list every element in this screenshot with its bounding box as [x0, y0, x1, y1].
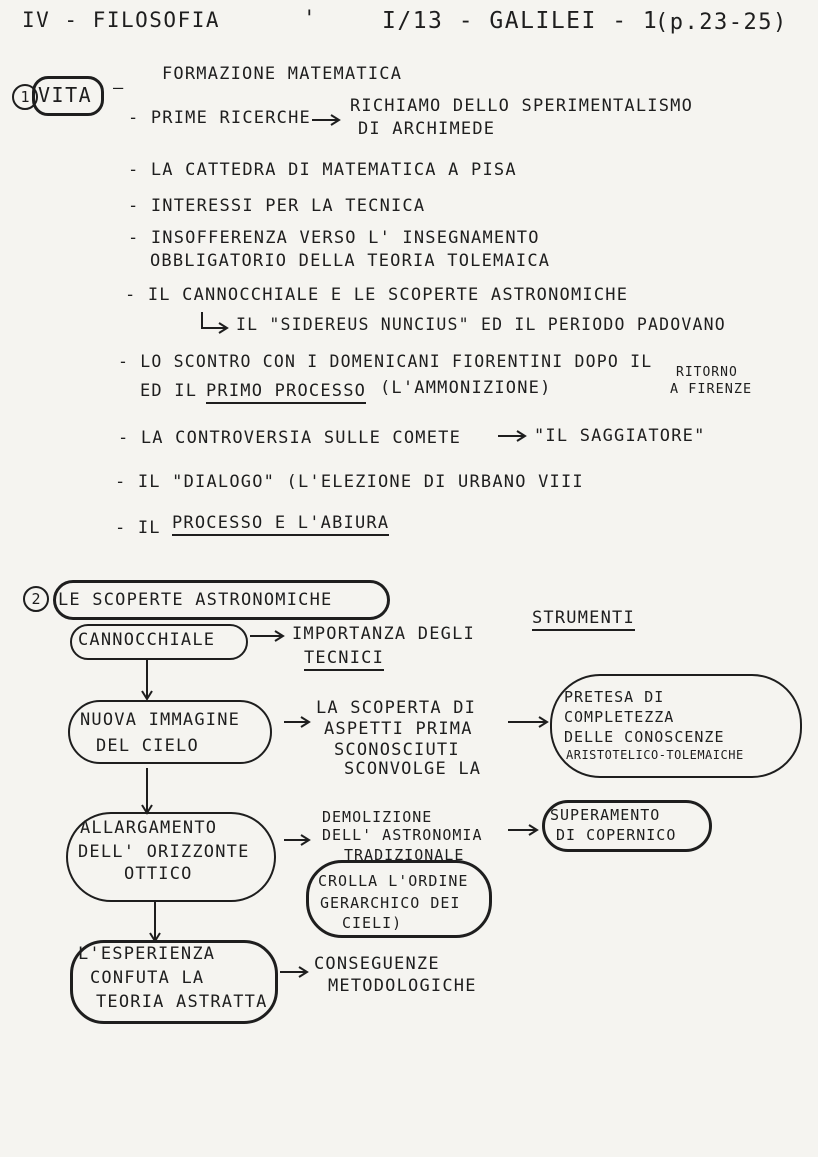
node-superam-2: DI COPERNICO [556, 826, 677, 844]
item-il: - IL [115, 518, 161, 538]
down-arrow-icon [148, 902, 162, 944]
node-crolla-1: CROLLA L'ORDINE [318, 872, 469, 890]
item-a-firenze: A FIRENZE [670, 381, 753, 397]
right-arrow-icon [250, 630, 286, 642]
item-richiamo: RICHIAMO DELLO SPERIMENTALISMO [350, 96, 694, 116]
node-pretesa-4: ARISTOTELICO-TOLEMAICHE [566, 748, 744, 762]
node-demol-1: DEMOLIZIONE [322, 808, 433, 826]
item-controversia: - LA CONTROVERSIA SULLE COMETE [118, 428, 462, 448]
title-dash: — [113, 78, 125, 98]
node-conseg-2: METODOLOGICHE [328, 976, 477, 996]
item-prime-ricerche: - PRIME RICERCHE [128, 108, 311, 128]
item-ed-il: ED IL [140, 381, 198, 401]
page-range: (p.23-25) [655, 10, 788, 35]
item-cattedra: - LA CATTEDRA DI MATEMATICA A PISA [128, 160, 517, 180]
node-crolla-3: CIELI) [342, 914, 403, 932]
section-title-scoperte: LE SCOPERTE ASTRONOMICHE [58, 590, 333, 610]
node-scoperta-2: ASPETTI PRIMA [324, 719, 473, 739]
node-esper-1: L'ESPERIENZA [78, 944, 216, 964]
node-demol-3: TRADIZIONALE [344, 846, 465, 864]
node-allarg-1: ALLARGAMENTO [80, 818, 218, 838]
down-arrow-icon [140, 768, 154, 816]
hook-arrow-icon [200, 312, 230, 334]
right-arrow-icon [284, 834, 312, 846]
down-arrow-icon [140, 660, 154, 702]
node-nuova-1: NUOVA IMMAGINE [80, 710, 241, 730]
right-arrow-icon [498, 430, 528, 442]
item-ritorno: RITORNO [676, 365, 738, 380]
item-dialogo: - IL "DIALOGO" (L'ELEZIONE DI URBANO VIII [115, 472, 584, 492]
node-pretesa-1: PRETESA DI [564, 688, 665, 706]
item-interessi: - INTERESSI PER LA TECNICA [128, 196, 426, 216]
item-primo-processo: PRIMO PROCESSO [206, 381, 366, 404]
item-saggiatore: "IL SAGGIATORE" [534, 426, 706, 446]
node-esper-2: CONFUTA LA [90, 968, 205, 988]
node-pretesa-3: DELLE CONOSCENZE [564, 728, 725, 746]
lesson-code: I/13 - GALILEI - 1 [382, 8, 659, 34]
node-tecnici: TECNICI [304, 648, 384, 671]
node-superam-1: SUPERAMENTO [550, 806, 661, 824]
subject-heading: IV - FILOSOFIA [22, 8, 221, 32]
node-allarg-2: DELL' ORIZZONTE [78, 842, 250, 862]
node-allarg-3: OTTICO [124, 864, 193, 884]
node-scoperta-4: SCONVOLGE LA [344, 759, 482, 779]
node-scoperta-3: SCONOSCIUTI [334, 740, 460, 760]
right-arrow-icon [284, 716, 312, 728]
item-archimede: DI ARCHIMEDE [358, 119, 496, 139]
item-obbligatorio: OBBLIGATORIO DELLA TEORIA TOLEMAICA [150, 251, 551, 271]
node-importanza: IMPORTANZA DEGLI [292, 624, 475, 644]
node-nuova-2: DEL CIELO [96, 736, 199, 756]
node-conseg-1: CONSEGUENZE [314, 954, 440, 974]
right-arrow-icon [312, 114, 342, 126]
header-dot: ' [303, 6, 318, 30]
node-cannocchiale: CANNOCCHIALE [78, 630, 216, 650]
node-strumenti: STRUMENTI [532, 608, 635, 631]
right-arrow-icon [280, 966, 310, 978]
node-crolla-2: GERARCHICO DEI [320, 894, 461, 912]
node-pretesa-2: COMPLETEZZA [564, 708, 675, 726]
node-demol-2: DELL' ASTRONOMIA [322, 826, 483, 844]
item-cannocchiale: - IL CANNOCCHIALE E LE SCOPERTE ASTRONOMICHE [125, 285, 629, 305]
node-esper-3: TEORIA ASTRATTA [96, 992, 268, 1012]
right-arrow-icon [508, 824, 540, 836]
item-formazione: FORMAZIONE MATEMATICA [162, 64, 403, 84]
item-processo-abiura: PROCESSO E L'ABIURA [172, 513, 389, 536]
item-ammonizione: (L'AMMONIZIONE) [380, 378, 552, 398]
section-title-vita: VITA [38, 83, 93, 107]
section-number-2: 2 [23, 586, 49, 612]
item-insofferenza: - INSOFFERENZA VERSO L' INSEGNAMENTO [128, 228, 540, 248]
item-sidereus: IL "SIDEREUS NUNCIUS" ED IL PERIODO PADOVANO [236, 315, 726, 334]
node-scoperta-1: LA SCOPERTA DI [316, 698, 477, 718]
item-scontro: - LO SCONTRO CON I DOMENICANI FIORENTINI DOPO IL [118, 352, 653, 371]
right-arrow-icon [508, 716, 550, 728]
section-number-1: 1 [12, 84, 38, 110]
